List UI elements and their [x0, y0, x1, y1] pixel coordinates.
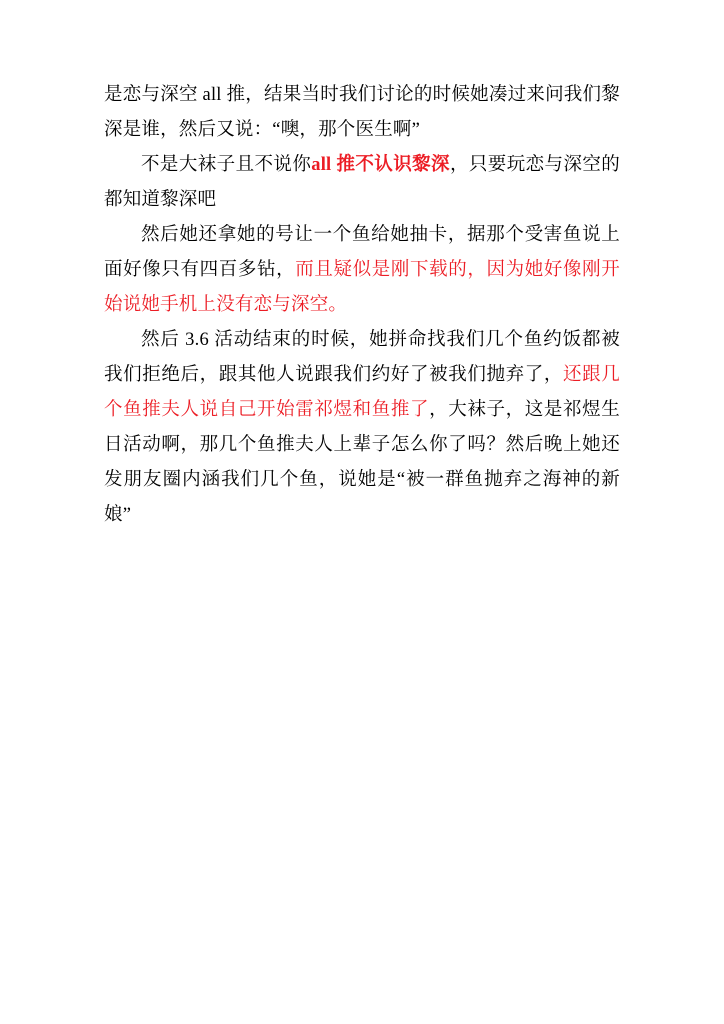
- text-run: 然后她还拿她的号让一个鱼给她抽卡，据那个受害鱼说上面好像只有四百多钻，: [104, 225, 620, 280]
- text-run: 是恋与深空 all 推，结果当时我们讨论的时候她凑过来问我们黎深是谁，然后又说：“噢，那个医生啊”: [104, 85, 620, 140]
- highlighted-text-run: 而且疑似是刚下载的，因为她好像刚开始说她手机上没有恋与深空。: [104, 260, 620, 315]
- paragraph: [104, 218, 620, 323]
- paragraph: [104, 148, 620, 218]
- highlighted-text-run: 还跟几个鱼推夫人说自己开始雷祁煜和鱼推了: [104, 365, 620, 420]
- text-run: 然后 3.6 活动结束的时候，她拼命找我们几个鱼约饭都被我们拒绝后，跟其他人说跟我们约好了被我们抛弃了，: [104, 330, 620, 385]
- text-run: ，大袜子，这是祁煜生日活动啊，那几个鱼推夫人上辈子怎么你了吗？然后晚上她还发朋友圈内涵我们几个鱼，说她是“被一群鱼抛弃之海神的新娘”: [104, 400, 620, 525]
- document-body: [104, 78, 620, 533]
- text-run: 不是大袜子且不说你: [141, 155, 312, 175]
- paragraph: [104, 78, 620, 148]
- text-run: ，只要玩恋与深空的都知道黎深吧: [104, 155, 620, 210]
- paragraph: [104, 323, 620, 533]
- highlighted-text-run: all 推不认识黎深: [311, 155, 450, 175]
